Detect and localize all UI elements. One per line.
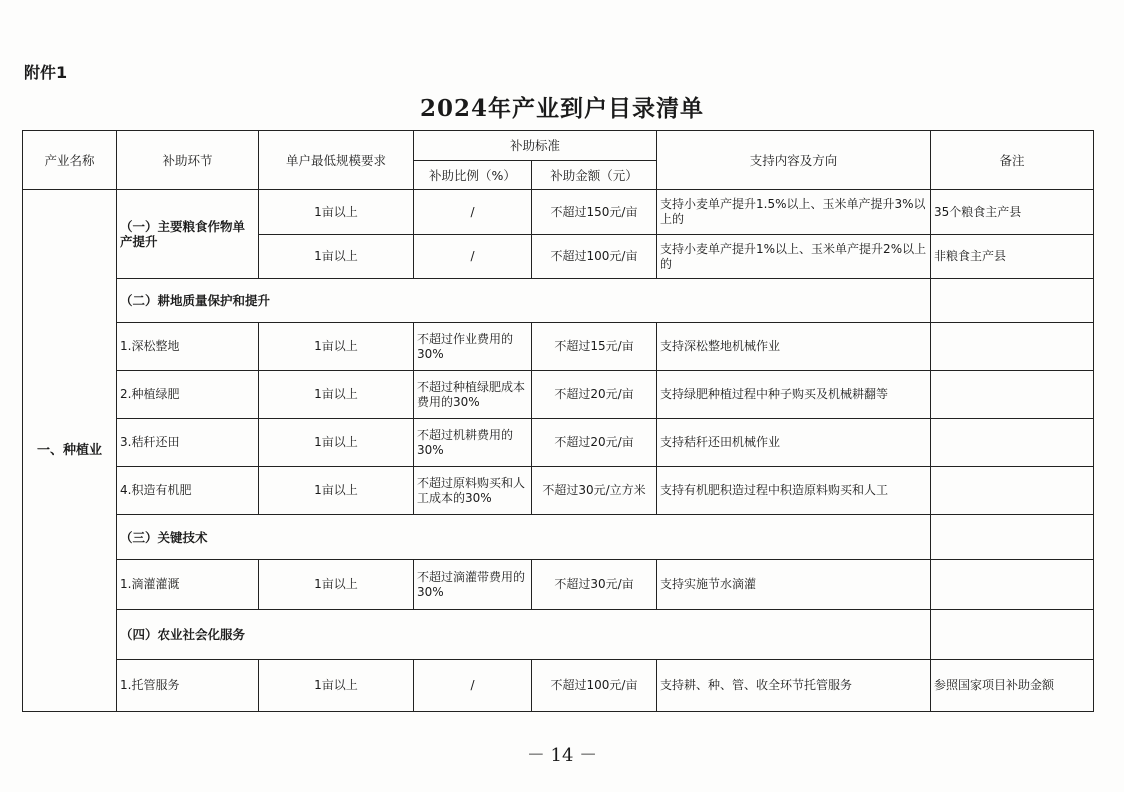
table-row <box>23 660 1094 712</box>
section-row <box>23 610 1094 660</box>
attachment-label: 附件1 <box>24 63 68 82</box>
amount-cell: 不超过30元/亩 <box>532 560 657 610</box>
section-row <box>23 515 1094 560</box>
link-cell: 1.滴灌灌溉 <box>117 560 259 610</box>
scale-cell: 1亩以上 <box>259 371 414 419</box>
section-title: （一）主要粮食作物单产提升 <box>117 190 259 279</box>
amount-cell: 不超过20元/亩 <box>532 419 657 467</box>
header-row <box>23 131 1094 161</box>
link-cell: 1.深松整地 <box>117 323 259 371</box>
section-row <box>23 279 1094 323</box>
remark-cell <box>931 371 1094 419</box>
ratio-cell: 不超过原料购买和人工成本的30% <box>414 467 532 515</box>
scale-cell: 1亩以上 <box>259 190 414 235</box>
remark-cell: 非粮食主产县 <box>931 235 1094 279</box>
scale-cell: 1亩以上 <box>259 467 414 515</box>
header-subsidy-link: 补助环节 <box>117 131 259 190</box>
ratio-cell: 不超过机耕费用的30% <box>414 419 532 467</box>
amount-cell: 不超过100元/亩 <box>532 235 657 279</box>
ratio-cell: / <box>414 660 532 712</box>
header-min-scale: 单户最低规模要求 <box>259 131 414 190</box>
ratio-cell: 不超过滴灌带费用的30% <box>414 560 532 610</box>
content-cell: 支持秸秆还田机械作业 <box>657 419 931 467</box>
scale-cell: 1亩以上 <box>259 235 414 279</box>
scale-cell: 1亩以上 <box>259 660 414 712</box>
header-industry-name: 产业名称 <box>23 131 117 190</box>
link-cell: 2.种植绿肥 <box>117 371 259 419</box>
header-subsidy-amount: 补助金额（元） <box>532 161 657 190</box>
content-cell: 支持小麦单产提升1%以上、玉米单产提升2%以上的 <box>657 235 931 279</box>
remark-cell <box>931 515 1094 560</box>
remark-cell: 35个粮食主产县 <box>931 190 1094 235</box>
document-title: 2024年产业到户目录清单 <box>419 95 704 122</box>
link-cell: 4.积造有机肥 <box>117 467 259 515</box>
remark-cell <box>931 560 1094 610</box>
scale-cell: 1亩以上 <box>259 560 414 610</box>
amount-cell: 不超过150元/亩 <box>532 190 657 235</box>
remark-cell <box>931 419 1094 467</box>
content-cell: 支持深松整地机械作业 <box>657 323 931 371</box>
content-cell: 支持实施节水滴灌 <box>657 560 931 610</box>
content-cell: 支持绿肥种植过程中种子购买及机械耕翻等 <box>657 371 931 419</box>
ratio-cell: / <box>414 190 532 235</box>
content-cell: 支持小麦单产提升1.5%以上、玉米单产提升3%以上的 <box>657 190 931 235</box>
catalog-table <box>22 130 1094 712</box>
table-row <box>23 190 1094 235</box>
page-number: － 14 － <box>526 745 598 766</box>
scale-cell: 1亩以上 <box>259 419 414 467</box>
table-row <box>23 419 1094 467</box>
remark-cell <box>931 467 1094 515</box>
header-subsidy-ratio: 补助比例（%） <box>414 161 532 190</box>
section-title: （四）农业社会化服务 <box>117 610 931 660</box>
table-row <box>23 467 1094 515</box>
header-remarks: 备注 <box>931 131 1094 190</box>
amount-cell: 不超过100元/亩 <box>532 660 657 712</box>
amount-cell: 不超过15元/亩 <box>532 323 657 371</box>
link-cell: 3.秸秆还田 <box>117 419 259 467</box>
amount-cell: 不超过30元/立方米 <box>532 467 657 515</box>
table-row <box>23 323 1094 371</box>
link-cell: 1.托管服务 <box>117 660 259 712</box>
remark-cell: 参照国家项目补助金额 <box>931 660 1094 712</box>
industry-cell: 一、种植业 <box>23 190 117 712</box>
ratio-cell: 不超过种植绿肥成本费用的30% <box>414 371 532 419</box>
remark-cell <box>931 279 1094 323</box>
header-support-content: 支持内容及方向 <box>657 131 931 190</box>
remark-cell <box>931 323 1094 371</box>
section-title: （二）耕地质量保护和提升 <box>117 279 931 323</box>
remark-cell <box>931 610 1094 660</box>
table-row <box>23 560 1094 610</box>
amount-cell: 不超过20元/亩 <box>532 371 657 419</box>
ratio-cell: 不超过作业费用的30% <box>414 323 532 371</box>
ratio-cell: / <box>414 235 532 279</box>
section-title: （三）关键技术 <box>117 515 931 560</box>
scale-cell: 1亩以上 <box>259 323 414 371</box>
content-cell: 支持有机肥积造过程中积造原料购买和人工 <box>657 467 931 515</box>
table-row <box>23 371 1094 419</box>
content-cell: 支持耕、种、管、收全环节托管服务 <box>657 660 931 712</box>
header-subsidy-standard: 补助标准 <box>414 131 657 161</box>
